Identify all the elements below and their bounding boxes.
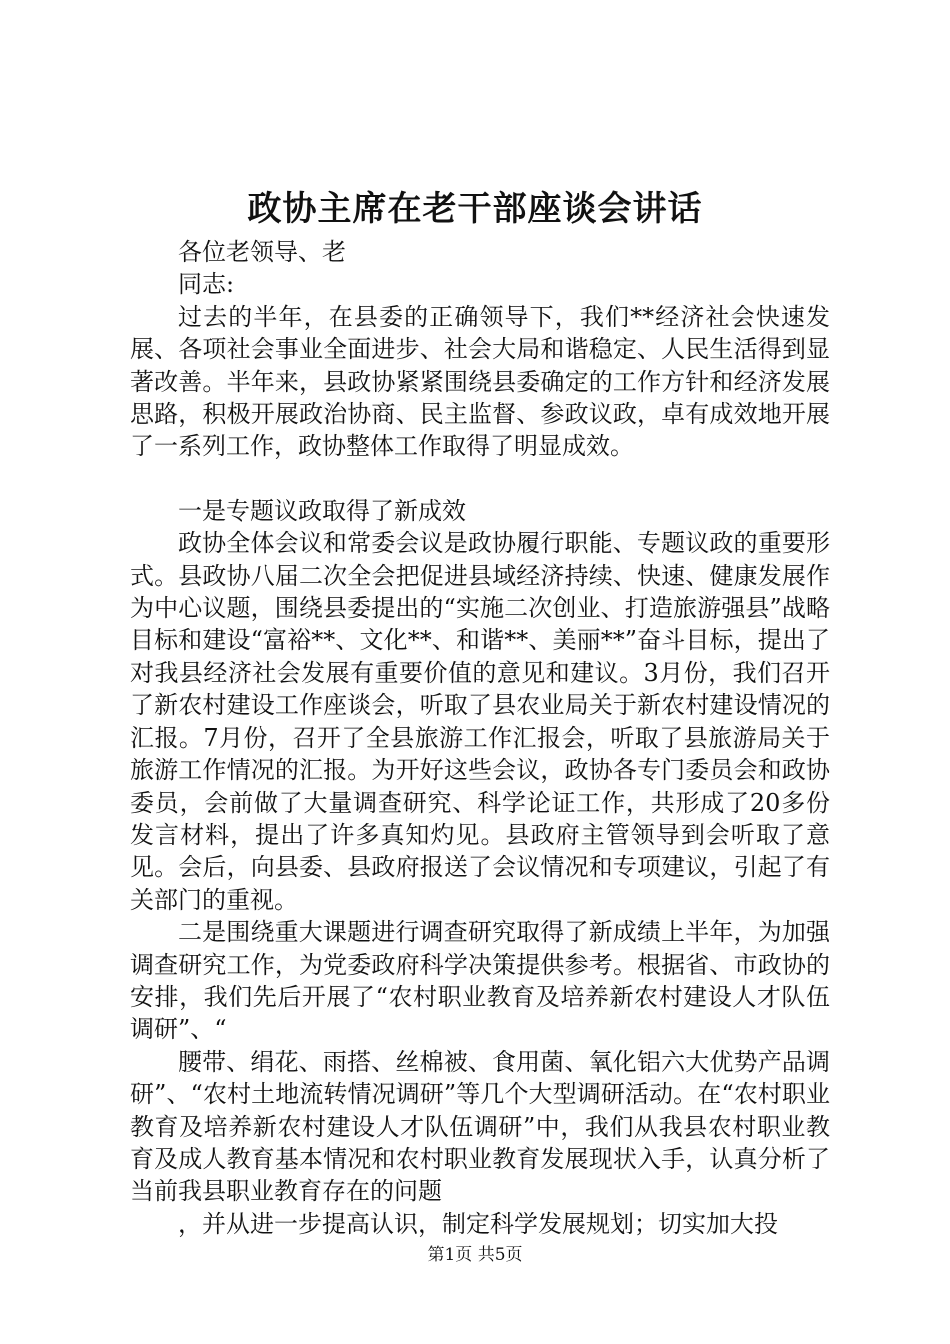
paragraph-section-2: 二是围绕重大课题进行调查研究取得了新成绩上半年，为加强调查研究工作，为党委政府科学决策提供参考。根据省、市政协的安排，我们先后开展了“农村职业教育及培养新农村建设人才队伍调研”、“	[130, 918, 830, 1044]
paragraph-continued: ，并从进一步提高认识，制定科学发展规划；切实加大投	[178, 1209, 778, 1238]
document-title: 政协主席在老干部座谈会讲话	[247, 189, 703, 229]
paragraph-research: 腰带、绢花、雨搭、丝棉被、食用菌、氧化铝六大优势产品调研”、“农村土地流转情况调研”等几个大型调研活动。在“农村职业教育及培养新农村建设人才队伍调研”中，我们从我县农村职业教育及成人教育基本情况和农村职业教育发展现状入手，认真分析了当前我县职业教育存在的问题	[130, 1047, 830, 1206]
section-heading-1: 一是专题议政取得了新成效	[178, 496, 466, 525]
paragraph-gap	[130, 463, 830, 495]
page-footer: 第1页 共5页	[427, 1245, 523, 1265]
document-body	[130, 236, 830, 1240]
paragraph-intro: 过去的半年，在县委的正确领导下，我们**经济社会快速发展、各项社会事业全面进步、社会大局和谐稳定、人民生活得到显著改善。半年来，县政协紧紧围绕县委确定的工作方针和经济发展思路，积极开展政治协商、民主监督、参政议政，卓有成效地开展了一系列工作，政协整体工作取得了明显成效。	[130, 302, 830, 461]
paragraph-section-1: 政协全体会议和常委会议是政协履行职能、专题议政的重要形式。县政协八届二次全会把促进县域经济持续、快速、健康发展作为中心议题，围绕县委提出的“实施二次创业、打造旅游强县”战略目标和建设“富裕**、文化**、和谐**、美丽**”奋斗目标，提出了对我县经济社会发展有重要价值的意见和建议。3月份，我们召开了新农村建设工作座谈会，听取了县农业局关于新农村建设情况的汇报。7月份，召开了全县旅游工作汇报会，听取了县旅游局关于旅游工作情况的汇报。为开好这些会议，政协各专门委员会和政协委员，会前做了大量调查研究、科学论证工作，共形成了20多份发言材料，提出了许多真知灼见。县政府主管领导到会听取了意见。会后，向县委、县政府报送了会议情况和专项建议，引起了有关部门的重视。	[130, 529, 830, 914]
greeting-line-1: 各位老领导、老	[178, 238, 346, 266]
greeting-line-2: 同志:	[178, 270, 235, 299]
